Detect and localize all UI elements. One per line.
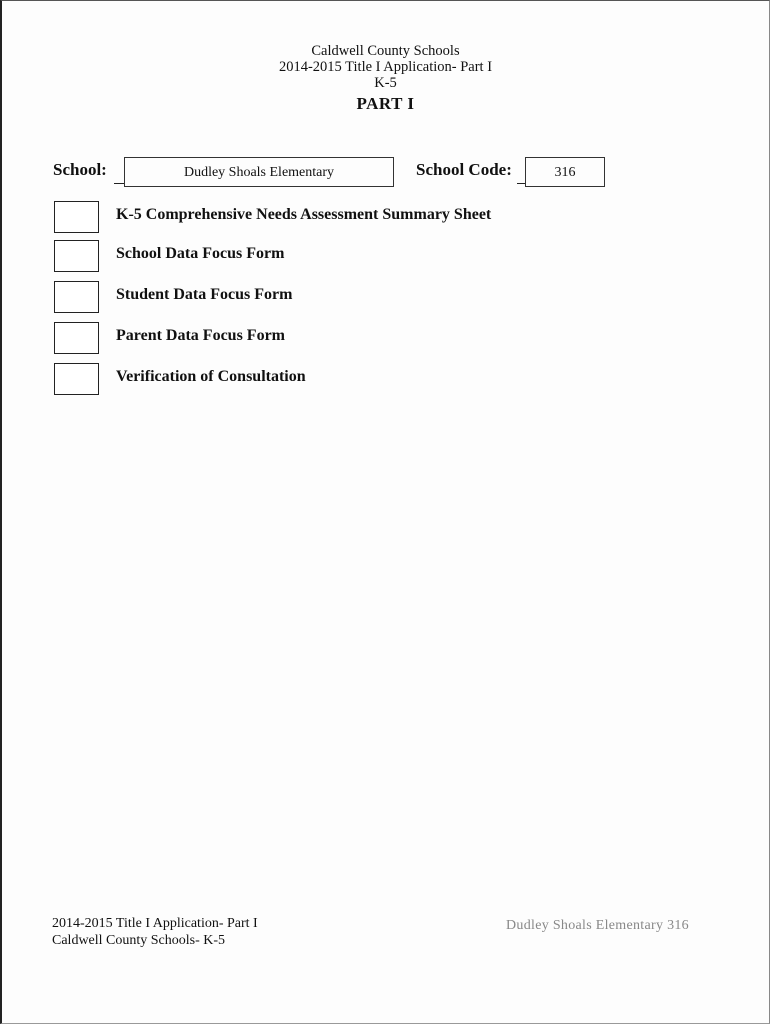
checklist-label: K-5 Comprehensive Needs Assessment Summary Sheet (116, 206, 492, 223)
part-title: PART I (356, 94, 415, 113)
school-code-label: School Code: (416, 160, 512, 179)
school-code-field[interactable]: 316 (525, 157, 605, 187)
checkbox-needs-assessment[interactable] (54, 201, 99, 233)
district-name: Caldwell County Schools (311, 43, 460, 59)
checklist-label: Parent Data Focus Form (116, 327, 285, 344)
application-title: 2014-2015 Title I Application- Part I (278, 59, 493, 75)
checkbox-school-data[interactable] (54, 240, 99, 272)
checklist-label: Verification of Consultation (116, 368, 306, 385)
footer-line-1: 2014-2015 Title I Application- Part I (52, 916, 258, 931)
footer-line-2: Caldwell County Schools- K-5 (52, 933, 226, 948)
checkbox-verification[interactable] (54, 363, 99, 395)
school-underscore (114, 183, 124, 184)
grade-range: K-5 (374, 75, 397, 91)
checklist-label: School Data Focus Form (116, 245, 285, 262)
footer-left (52, 915, 258, 949)
checkbox-parent-data[interactable] (54, 322, 99, 354)
footer-right: Dudley Shoals Elementary 316 (506, 918, 689, 933)
document-header (2, 43, 769, 112)
school-name-field[interactable]: Dudley Shoals Elementary (124, 157, 394, 187)
school-code-underscore (517, 183, 525, 184)
checklist-label: Student Data Focus Form (116, 286, 293, 303)
checkbox-student-data[interactable] (54, 281, 99, 313)
school-label: School: (53, 160, 107, 179)
